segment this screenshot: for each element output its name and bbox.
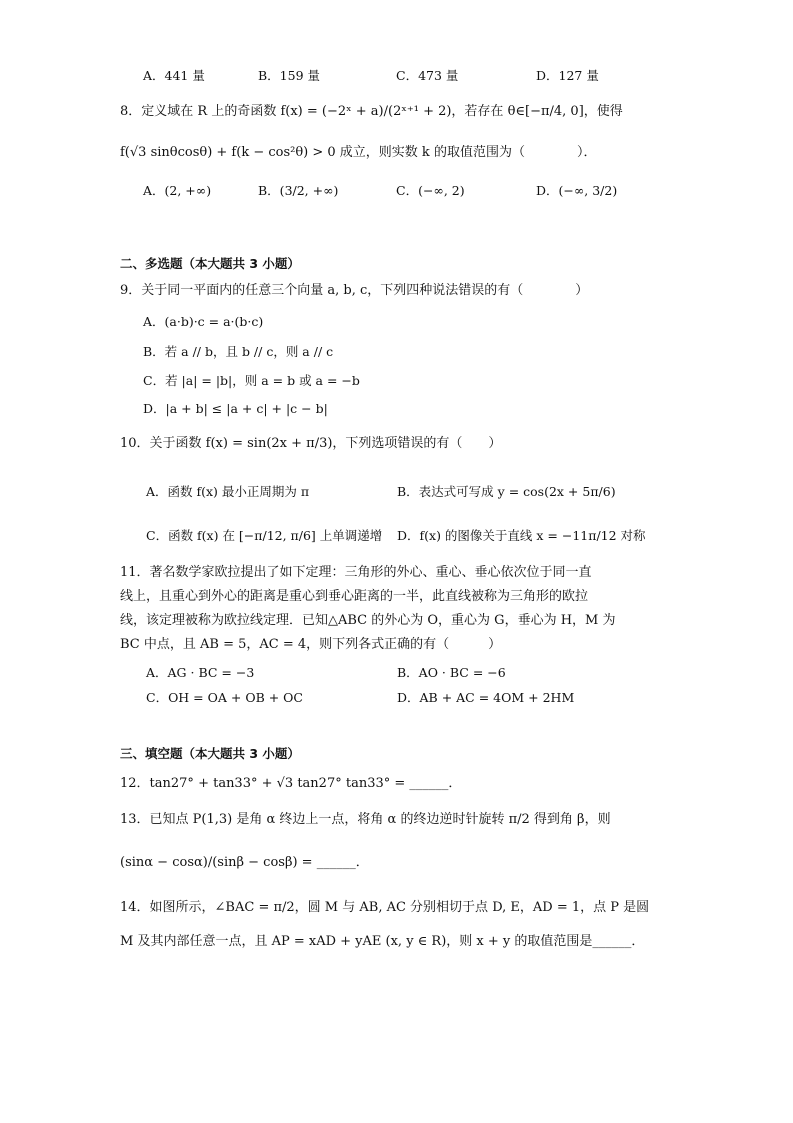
q14-stem-line2: M 及其内部任意一点，且 AP = xAD + yAE (x, y ∈ R)，则 x + y 的取值范围是______． bbox=[120, 934, 645, 949]
q10-stem: 10．关于函数 f(x) = sin(2x + π/3)，下列选项错误的有（ ） bbox=[120, 436, 502, 451]
q8-stem-line2: f(√3 sinθcosθ) + f(k − cos²θ) > 0 成立，则实数 k 的取值范围为（ ）． bbox=[120, 145, 597, 160]
q9-stem: 9．关于同一平面内的任意三个向量 a, b, c，下列四种说法错误的有（ ） bbox=[120, 283, 589, 298]
q11-option-b: B．AO · BC = −6 bbox=[397, 665, 506, 680]
q11-stem-line1: 11．著名数学家欧拉提出了如下定理：三角形的外心、重心、垂心依次位于同一直 bbox=[120, 565, 592, 580]
q9-option-a: A．(a·b)·c = a·(b·c) bbox=[143, 314, 264, 329]
q13-stem-line2: (sinα − cosα)/(sinβ − cosβ) = ______． bbox=[120, 855, 369, 870]
q8-option-d: D．(−∞, 3/2) bbox=[536, 183, 618, 198]
q12-stem: 12．tan27° + tan33° + √3 tan27° tan33° = ______． bbox=[120, 776, 462, 791]
q11-option-d: D．AB + AC = 4OM + 2HM bbox=[397, 690, 575, 705]
q10-option-c: C．函数 f(x) 在 [−π/12, π/6] 上单调递增 bbox=[146, 528, 383, 543]
section-heading-multiple-choice: 二、多选题（本大题共 3 小题） bbox=[120, 256, 300, 271]
q8-option-a: A．(2, +∞) bbox=[143, 183, 212, 198]
q8-stem-line1: 8．定义域在 R 上的奇函数 f(x) = (−2ˣ + a)/(2ˣ⁺¹ + 2)，若存在 θ∈[−π/4, 0]，使得 bbox=[120, 104, 623, 119]
q8-option-b: B．(3/2, +∞) bbox=[258, 183, 339, 198]
q7-option-a: A．441 量 bbox=[143, 68, 205, 83]
section-heading-fill-in: 三、填空题（本大题共 3 小题） bbox=[120, 746, 300, 761]
q13-stem-line1: 13．已知点 P(1,3) 是角 α 终边上一点，将角 α 的终边逆时针旋转 π/2 得到角 β，则 bbox=[120, 812, 611, 827]
q11-stem-line4: BC 中点，且 AB = 5，AC = 4，则下列各式正确的有（ ） bbox=[120, 637, 502, 652]
q7-option-d: D．127 量 bbox=[536, 68, 599, 83]
q11-option-c: C．OH = OA + OB + OC bbox=[146, 690, 303, 705]
q8-option-c: C．(−∞, 2) bbox=[396, 183, 465, 198]
q10-option-d: D．f(x) 的图像关于直线 x = −11π/12 对称 bbox=[397, 528, 646, 543]
q11-stem-line3: 线，该定理被称为欧拉线定理．已知△ABC 的外心为 O，重心为 G，垂心为 H，M 为 bbox=[120, 613, 616, 628]
q10-option-b: B．表达式可写成 y = cos(2x + 5π/6) bbox=[397, 484, 616, 499]
q9-option-c: C．若 |a| = |b|，则 a = b 或 a = −b bbox=[143, 373, 360, 388]
q14-stem-line1: 14．如图所示，∠BAC = π/2，圆 M 与 AB, AC 分别相切于点 D, E，AD = 1，点 P 是圆 bbox=[120, 900, 650, 915]
q11-stem-line2: 线上，且重心到外心的距离是重心到垂心距离的一半，此直线被称为三角形的欧拉 bbox=[120, 589, 589, 604]
q10-option-a: A．函数 f(x) 最小正周期为 π bbox=[146, 484, 310, 499]
q11-option-a: A．AG · BC = −3 bbox=[146, 665, 255, 680]
q9-option-d: D．|a + b| ≤ |a + c| + |c − b| bbox=[143, 401, 328, 416]
q7-option-b: B．159 量 bbox=[258, 68, 321, 83]
q7-option-c: C．473 量 bbox=[396, 68, 459, 83]
q9-option-b: B．若 a // b，且 b // c，则 a // c bbox=[143, 344, 334, 359]
